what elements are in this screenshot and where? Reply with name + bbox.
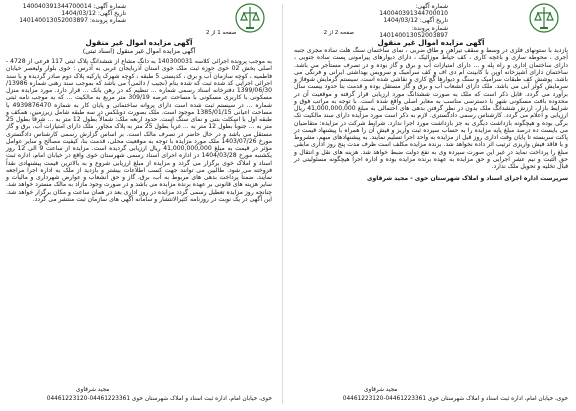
- notice-right-column: [294, 38, 568, 183]
- notice-title: آگهی مزایده اموال غیر منقول: [377, 38, 485, 47]
- notice-meta-right: [358, 3, 448, 39]
- notice-number-label: شماره آگهی:: [93, 3, 126, 10]
- file-number: 140140013052003897: [19, 17, 88, 25]
- column-divider: [282, 4, 283, 404]
- notice-date-label: تاریخ آگهی:: [97, 10, 126, 18]
- notice-subtitle: آگهی مزایده اموال غیر منقول (اسناد ثبتی): [82, 47, 196, 55]
- notice-date-label: تاریخ آگهی:: [419, 17, 448, 25]
- file-number-label: شماره پرونده:: [411, 24, 448, 32]
- notice-meta-left: [6, 3, 126, 25]
- emblem-icon: [528, 2, 560, 34]
- notice-left-column: [6, 38, 272, 203]
- signature: مجید شرقاوی: [364, 387, 398, 393]
- file-number: 140140013052003897: [379, 31, 448, 39]
- signature: مجید شرقاوی: [76, 387, 110, 393]
- notice-number: 140040391344700010: [379, 10, 448, 18]
- notice-number: 140040391344700014: [22, 3, 92, 10]
- page-number: صفحه 2 از 2: [323, 30, 354, 36]
- notice-closing: سرپرست اداره اجرای اسناد و املاک شهرستان خوی - مجید شرقاوی: [367, 175, 568, 183]
- contact-info: خوی، خیابان امام، اداره ثبت اسناد و املاک شهرستان خوی 04461223361-04461223120: [46, 396, 272, 402]
- notice-title: آگهی مزایده اموال غیر منقول: [85, 38, 193, 47]
- notice-number-label: شماره آگهی:: [415, 3, 448, 10]
- contact-info: خوی، خیابان امام، اداره ثبت اسناد و املاک شهرستان خوی 04461223361-04461223120: [342, 396, 568, 402]
- file-number-label: شماره پرونده:: [89, 17, 126, 25]
- notice-body: به موجب پرونده اجرائی کلاسه 140300031 به دانگ مشاع از ششدانگ پلاک ثبتی 117 فرعی از 4728 - اصلی بخش 02 خوی حوزه ثبت ملک خوی استان آذربایجان غربی به آدرس : خوی بلوار ولیعصر خیابان فاطمیه ، کوچه سازمان آب و برق ، کدپستی 5 طبقه ، کوچه شهرک پارکیه پلاک دوم صادر گردیده و با سند اجرائی اجرایی کد شده ثبت که شده بنام (نجیب / دائمی) می باشد که بموجب سند رهنی شماره 13986/ 1399/06/30 دفترخانه اسناد رسمی شماره ... تنظیم که در رهن بانک ... قرار دارد. مورد مزایده منزل مسکونی با کاربری مسکونی با مساحت عرصه 309/19 متر مربع به مالکیت ... که به موجب نامه ثبتی شماره ... در سیستم ثبت شده است دارای پروانه ساختمانی و پایان کار به شماره 4939876470 با مساحت اعیانی 1385/01/15 موجود است. ملک بصورت دوبلکس در سه طبقه شامل زیرزمین، همکف و طبقه اول با اسکلت بتنی و نمای سنگ است. حدود اربعه ملک: شمالاً بطول 12 متر به ... شرقاً بطول 25 متر به ... جنوباً بطول 12 متر به ... غرباً بطول 25 متر به پلاک مجاور. ملک دارای امتیازات آب، برق و گاز مستقل می باشد و در حال حاضر در تصرف مالک است. بر اساس گزارش رسمی کارشناس دادگستری مورخ 1403/07/26 ملک مورد مزایده با توجه به موقعیت محلی، قدمت بنا، کیفیت مصالح و سایر عوامل مؤثر در قیمت به مبلغ 41,000,000,000 ریال ارزیابی گردیده است. مزایده از ساعت 9 الی 12 روز یکشنبه مورخ 1404/03/28 در اداره اجرای اسناد رسمی شهرستان خوی واقع در خیابان امام، اداره ثبت اسناد و املاک خوی برگزار می گردد و مزایده از مبلغ ارزیابی شروع و به بالاترین قیمت پیشنهادی نقداً فروخته می شود. طالبین می توانند جهت کسب اطلاعات بیشتر و بازدید از ملک به اداره اجرا مراجعه نمایند. ضمناً پرداخت بدهی های مربوط به آب، برق، گاز و حق انشعاب و عوارض شهرداری و مالیات و سایر هزینه های قانونی بر عهده برنده مزایده می باشد و در صورت وجود مازاد به مالک مسترد خواهد شد. چنانچه روز مزایده تعطیل رسمی گردد مزایده در روز اداری بعد در همان ساعت و مکان برگزار خواهد شد. این آگهی در یک نوبت در روزنامه کثیرالانتشار و سامانه آگهی های سازمان ثبت منتشر می گردد.: [6, 58, 273, 203]
- notice-body: بازدید با ستونهای فلزی در وسط و سقف تیرآهن و طاق ضربی ، نمای ساختمان سنگ هلت ساده مجری جنبه آجری ، محوطه سازی و باغچه کاری ، کف حیاط موزائیک ، دارای دیوارهای پیرامونی پست ساده جنوبی ، دارای ساختمان اداری و راه پله و ... دارای امتیازات آب و برق و گاز بوده و در تصرف مستأجر می باشد. ساختمان دارای آشپزخانه اوپن با کابینت ام دی اف و کف سرامیک و سرویس بهداشتی ایرانی و فرنگی می باشد. پوشش کف طبقات سرامیک و سنگ و دیوارها گچ کاری و نقاشی شده است. سیستم گرمایش شوفاژ و سرمایش کولر آبی می باشد. ملک دارای انشعاب آب و برق و گاز مستقل بوده و قدمت بنا حدود بیست سال برآورد می گردد. قابل ذکر است که ملک به صورت ششدانگ مورد ارزیابی قرار گرفته و موقعیت آن در محدوده بافت مسکونی شهر با دسترسی مناسب به معابر اصلی واقع شده است. با توجه به مراتب فوق و شرایط بازار، ارزش ششدانگ ملک بدون در نظر گرفتن بدهی های احتمالی به مبلغ 41,000,000,000 ریال ارزیابی و اعلام می گردد. کارشناس رسمی دادگستری. لازم به ذکر است مورد مزایده دارای سند مالکیت تک برگی بوده و هیچگونه بازداشت دیگری به جز بازداشت مورد اجرا ندارد. شرایط شرکت در مزایده: متقاضیان می بایست ده درصد مبلغ پایه مزایده را به حساب سپرده ثبت واریز و فیش آن را همراه با پیشنهاد قیمت در پاکت سربسته تا پایان وقت اداری روز قبل از مزایده به واحد اجرا تسلیم نمایند. به پیشنهادهای مبهم، مشروط و یا فاقد فیش واریزی ترتیب اثر داده نخواهد شد. برنده مزایده مکلف است ظرف مدت پنج روز اداری مابقی مبلغ را پرداخت نماید در غیر این صورت سپرده وی به نفع دولت ضبط خواهد شد. هزینه های نقل و انتقال و حق الثبت و نیم عشر اجرایی و حق مزایده به عهده برنده مزایده بوده و اداره اجرا هیچگونه مسئولیتی در قبال تخلیه و تحویل ملک ندارد.: [294, 47, 568, 170]
- notice-date: 1404/03/12: [61, 10, 96, 18]
- page-number: صفحه 1 از 2: [206, 30, 237, 36]
- emblem-icon: [234, 2, 266, 34]
- notice-date: 1404/03/12: [383, 17, 418, 25]
